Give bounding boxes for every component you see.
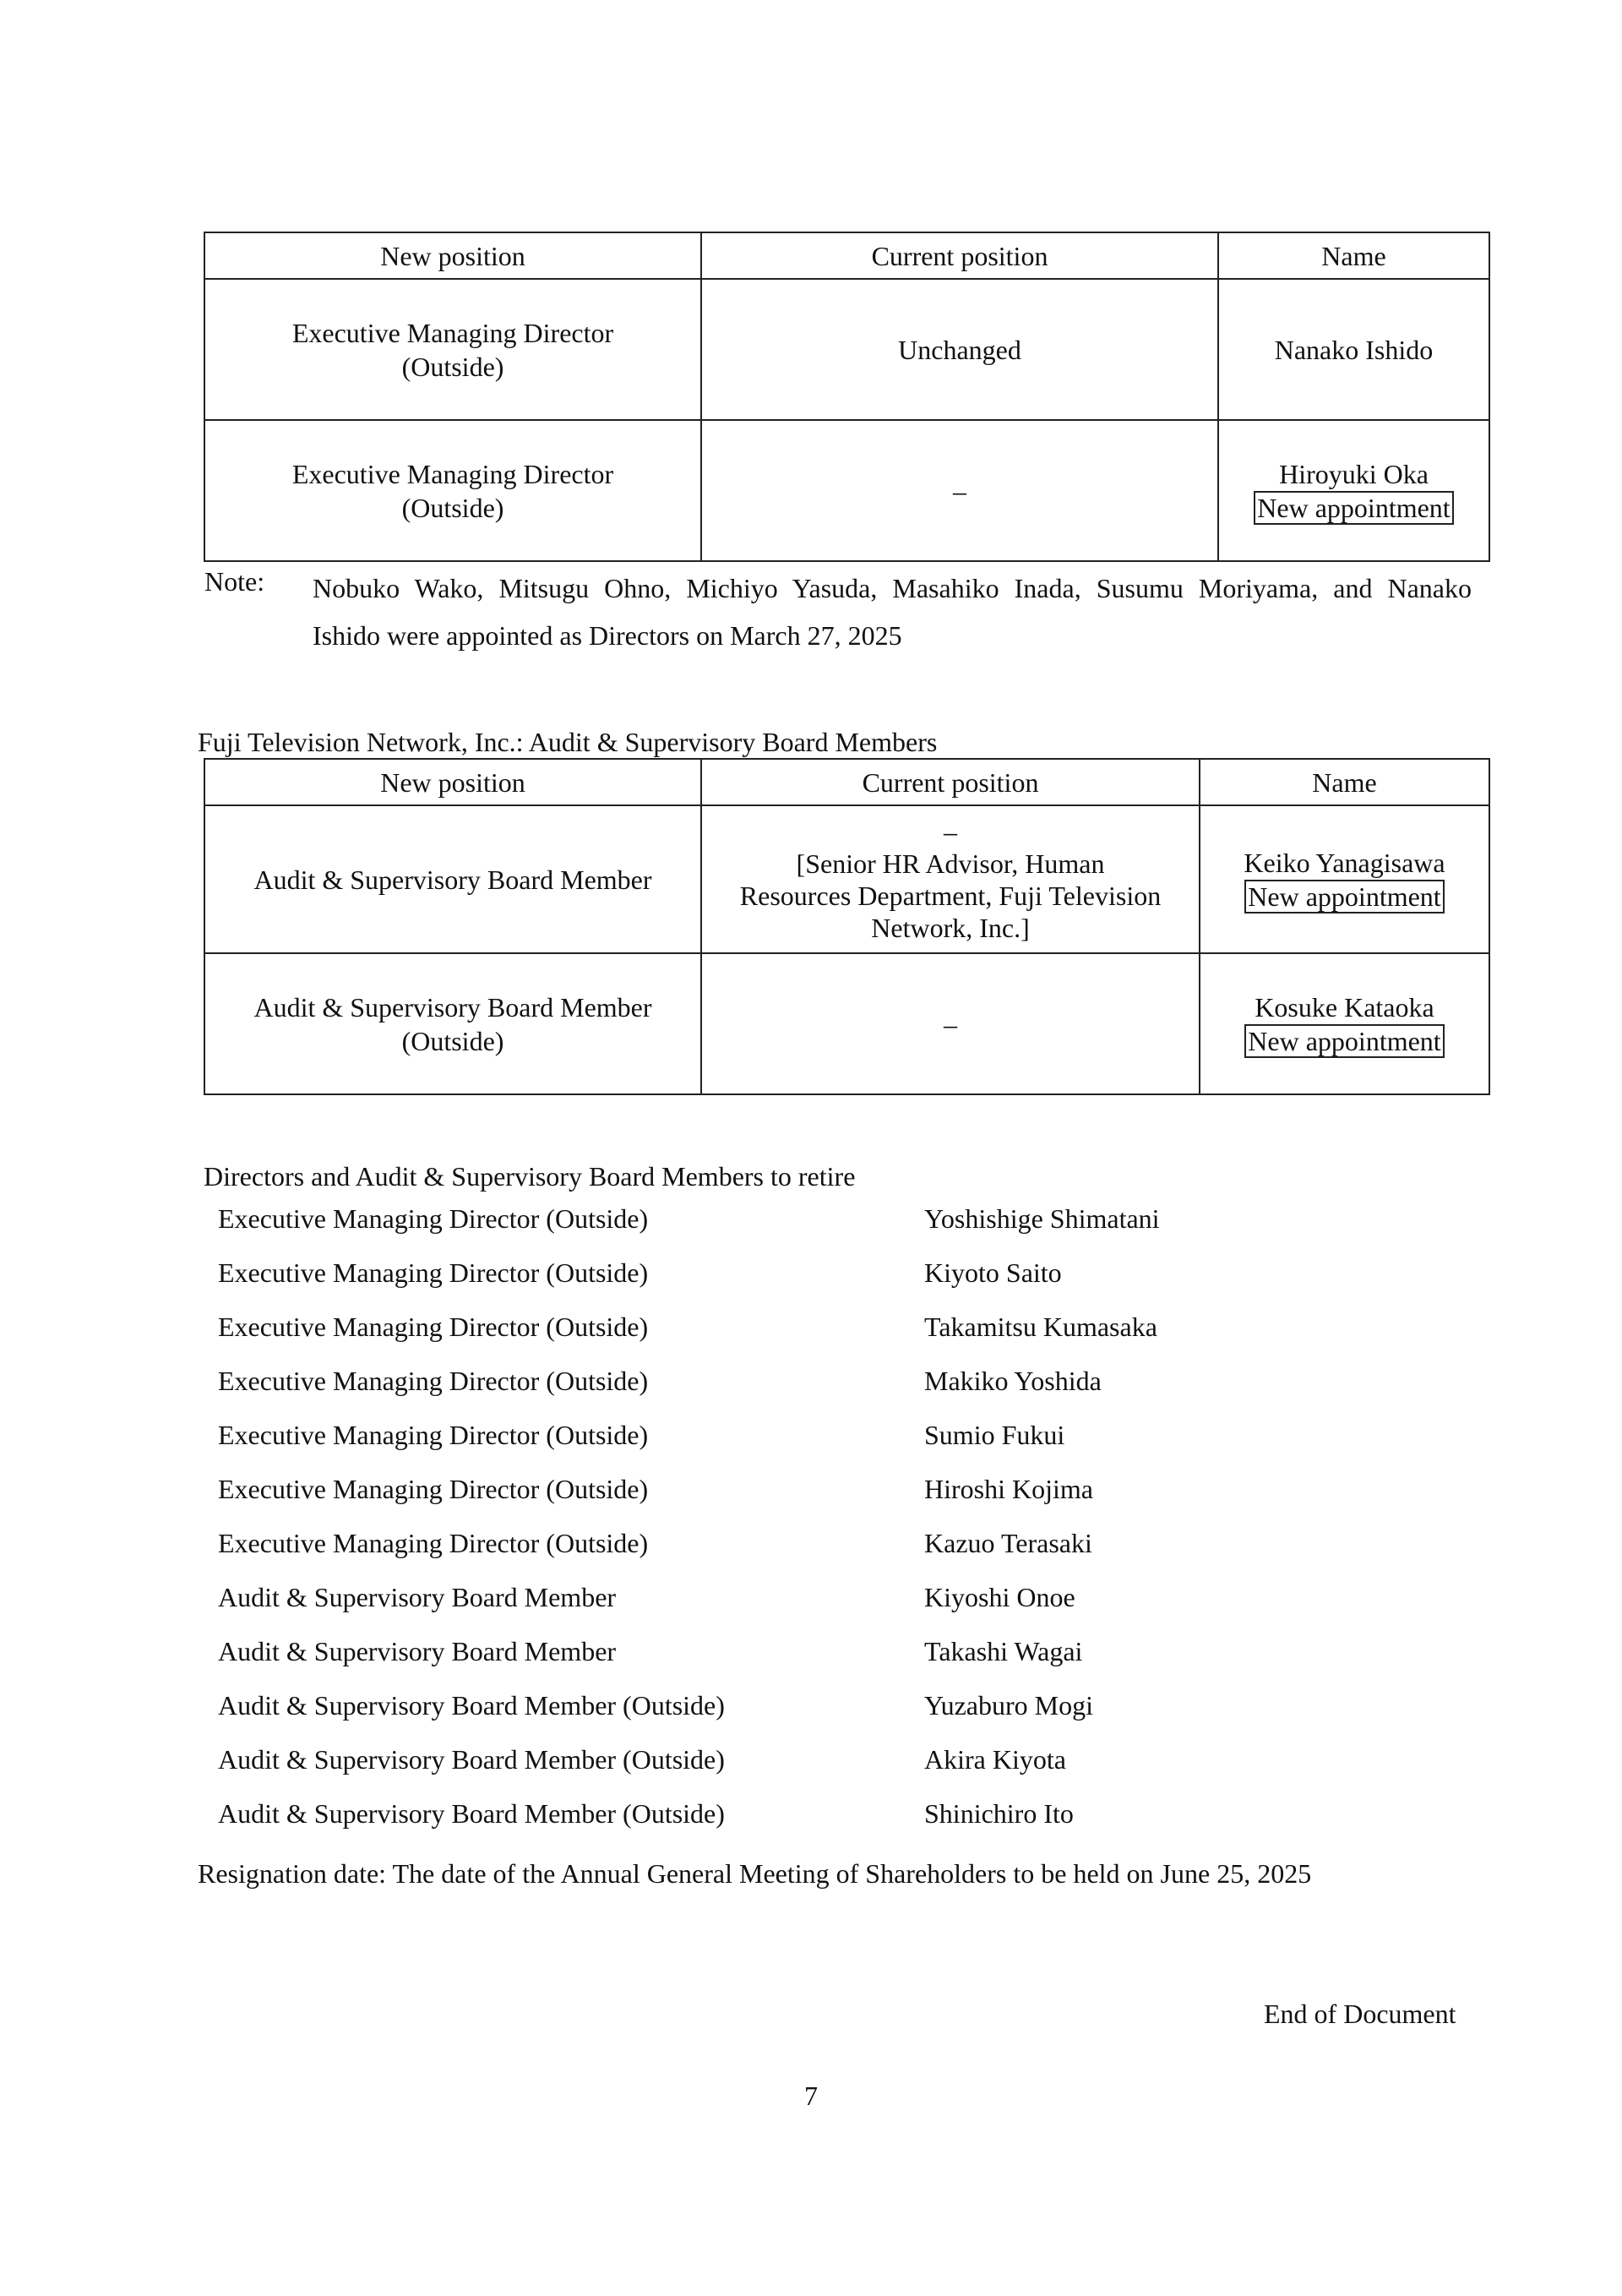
list-item <box>218 1580 1316 1614</box>
header-current-position: Current position <box>701 759 1200 805</box>
retire-name: Takamitsu Kumasaka <box>924 1312 1157 1342</box>
retire-name: Kazuo Terasaki <box>924 1528 1092 1558</box>
retire-name: Sumio Fukui <box>924 1420 1065 1450</box>
position-line: Audit & Supervisory Board Member <box>253 991 652 1023</box>
retire-position: Executive Managing Director (Outside) <box>218 1474 649 1504</box>
list-item <box>218 1364 1316 1398</box>
section-title: Fuji Television Network, Inc.: Audit & Supervisory Board Members <box>198 727 938 757</box>
retire-position: Audit & Supervisory Board Member (Outside) <box>218 1690 725 1721</box>
list-item <box>218 1742 1316 1776</box>
table-row <box>204 420 1489 561</box>
retire-name: Makiko Yoshida <box>924 1366 1102 1396</box>
retire-name: Kiyoto Saito <box>924 1257 1062 1288</box>
position-line: – <box>944 815 957 847</box>
name-cell <box>1200 805 1489 953</box>
retire-position: Executive Managing Director (Outside) <box>218 1257 649 1288</box>
note-text <box>313 564 1472 659</box>
new-position-cell <box>204 420 701 561</box>
header-new-position: New position <box>204 232 701 279</box>
list-item <box>218 1634 1316 1668</box>
list-item <box>218 1472 1316 1506</box>
position-line: (Outside) <box>401 492 504 523</box>
list-item <box>218 1310 1316 1344</box>
header-name: Name <box>1218 232 1489 279</box>
header-name: Name <box>1200 759 1489 805</box>
position-line: Executive Managing Director <box>291 458 614 489</box>
position-line: [Senior HR Advisor, Human <box>796 848 1105 879</box>
list-item <box>218 1797 1316 1830</box>
retire-name: Shinichiro Ito <box>924 1798 1074 1829</box>
retire-position: Audit & Supervisory Board Member (Outside) <box>218 1798 725 1829</box>
current-position-cell: Unchanged <box>701 279 1218 420</box>
retire-name: Yoshishige Shimatani <box>924 1203 1160 1234</box>
person-name: Hiroyuki Oka <box>1279 458 1429 489</box>
new-appointment-badge: New appointment <box>1244 1024 1444 1058</box>
audit-board-table <box>204 758 1490 1095</box>
retire-position: Audit & Supervisory Board Member (Outside) <box>218 1744 725 1775</box>
position-line: Executive Managing Director <box>291 317 614 348</box>
directors-table <box>204 232 1490 562</box>
new-appointment-badge: New appointment <box>1244 880 1444 913</box>
retire-position: Executive Managing Director (Outside) <box>218 1528 649 1558</box>
retire-position: Audit & Supervisory Board Member <box>218 1582 617 1612</box>
current-position-cell <box>701 805 1200 953</box>
person-name: Keiko Yanagisawa <box>1244 847 1445 878</box>
retire-name: Yuzaburo Mogi <box>924 1690 1093 1721</box>
new-position-cell <box>204 279 701 420</box>
retire-position: Audit & Supervisory Board Member <box>218 1636 617 1666</box>
retire-position: Executive Managing Director (Outside) <box>218 1203 649 1234</box>
note-line: Ishido were appointed as Directors on March 27, 2025 <box>313 620 902 651</box>
list-item <box>218 1526 1316 1560</box>
resignation-date: Resignation date: The date of the Annual General Meeting of Shareholders to be held on June 25, 2025 <box>198 1858 1312 1889</box>
position-line: Network, Inc.] <box>871 912 1030 943</box>
name-cell <box>1200 953 1489 1094</box>
retire-position: Executive Managing Director (Outside) <box>218 1312 649 1342</box>
list-item <box>218 1688 1316 1722</box>
position-line: (Outside) <box>401 351 504 382</box>
current-position-cell: – <box>701 953 1200 1094</box>
position-line: Resources Department, Fuji Television <box>739 880 1162 911</box>
retire-name: Hiroshi Kojima <box>924 1474 1093 1504</box>
list-item <box>218 1418 1316 1452</box>
list-item <box>218 1256 1316 1290</box>
table-row <box>204 279 1489 420</box>
new-position-cell <box>204 953 701 1094</box>
new-appointment-badge: New appointment <box>1254 491 1453 525</box>
end-of-document: End of Document <box>1264 1999 1456 2029</box>
retire-name: Akira Kiyota <box>924 1744 1066 1775</box>
header-current-position: Current position <box>701 232 1218 279</box>
table-header-row <box>204 232 1489 279</box>
retire-name: Kiyoshi Onoe <box>924 1582 1075 1612</box>
retire-position: Executive Managing Director (Outside) <box>218 1366 649 1396</box>
table-header-row <box>204 759 1489 805</box>
person-name: Kosuke Kataoka <box>1255 991 1434 1023</box>
new-position-cell: Audit & Supervisory Board Member <box>204 805 701 953</box>
list-item <box>218 1202 1316 1235</box>
note-label: Note: <box>204 566 265 597</box>
position-line: (Outside) <box>401 1025 504 1056</box>
table-row <box>204 805 1489 953</box>
page-number: 7 <box>804 2081 818 2111</box>
retire-position: Executive Managing Director (Outside) <box>218 1420 649 1450</box>
retire-name: Takashi Wagai <box>924 1636 1083 1666</box>
header-new-position: New position <box>204 759 701 805</box>
name-cell: Nanako Ishido <box>1218 279 1489 420</box>
name-cell <box>1218 420 1489 561</box>
table-row <box>204 953 1489 1094</box>
section-title: Directors and Audit & Supervisory Board Members to retire <box>204 1161 856 1192</box>
note-line: Nobuko Wako, Mitsugu Ohno, Michiyo Yasuda, Masahiko Inada, Susumu Moriyama, and Nanako <box>313 573 1472 603</box>
current-position-cell: – <box>701 420 1218 561</box>
